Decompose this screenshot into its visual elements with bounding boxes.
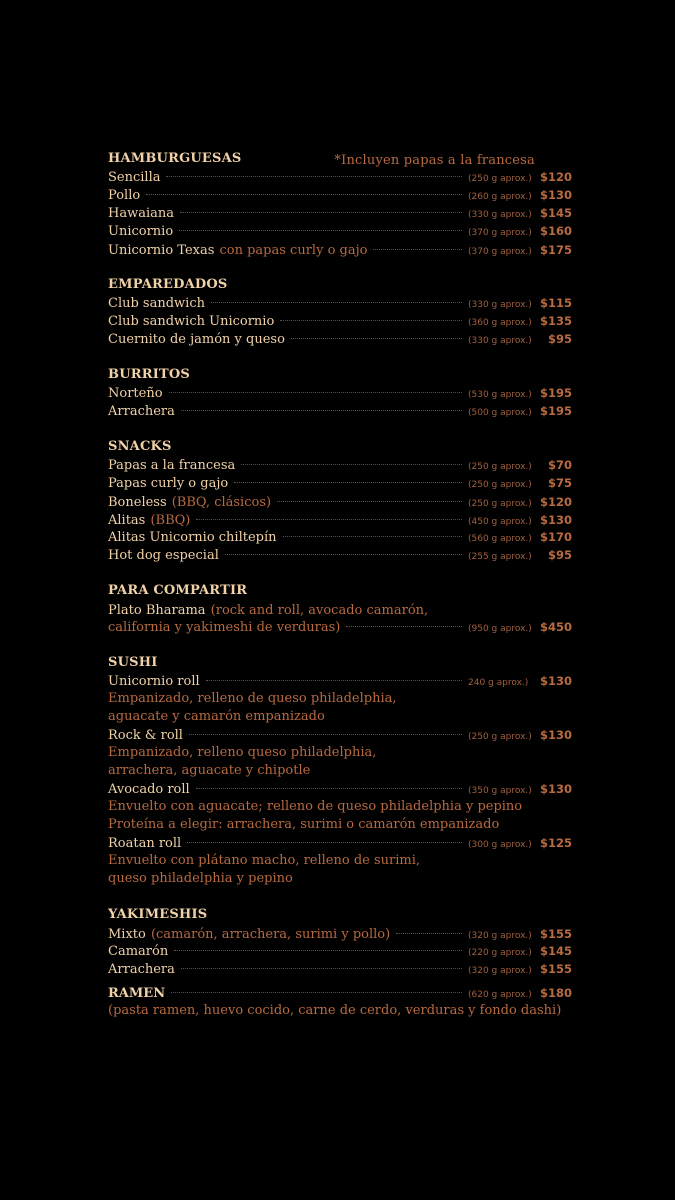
menu-item-row [108,402,572,420]
item-note: (BBQ) [150,513,191,528]
menu-item-row [108,186,572,204]
section-title: BURRITOS [108,367,190,382]
item-name: Arrachera [108,404,175,419]
dot-leader [206,680,462,681]
item-name: Plato Bharama [108,603,206,618]
item-name: Unicornio Texas [108,243,215,258]
item-price: $125 [539,836,572,850]
item-weight: (260 g aprox.) [468,192,532,202]
item-price: $75 [547,476,572,490]
item-weight: (220 g aprox.) [468,948,532,958]
menu-section [108,276,572,348]
dot-leader [179,230,462,231]
item-price: $120 [539,170,572,184]
dot-leader [373,249,462,250]
item-price: $145 [539,206,572,220]
section-heading [108,366,572,384]
item-note-continued: california y yakimeshi de verduras) [108,620,341,635]
item-price: $130 [539,188,572,202]
item-weight: (950 g aprox.) [468,624,532,634]
section-title: SNACKS [108,439,172,454]
item-price: $95 [547,548,572,562]
item-description: Envuelto con aguacate; relleno de queso philadelphia y pepino [108,799,523,814]
item-description: Proteína a elegir: arrachera, surimi o camarón empanizado [108,817,500,832]
menu-item-row [108,528,572,546]
item-price: $130 [539,513,572,527]
item-price: $160 [539,224,572,238]
item-name: Hawaiana [108,206,174,221]
item-price: $130 [539,674,572,688]
item-weight: (255 g aprox.) [468,552,532,562]
menu-item-row [108,384,572,402]
item-price: $195 [539,404,572,418]
menu-item-row [108,240,572,258]
item-name: Arrachera [108,962,175,977]
item-name: Alitas Unicornio chiltepín [108,530,277,545]
item-name: Unicornio [108,224,174,239]
menu-item-row [108,672,572,690]
section-title: PARA COMPARTIR [108,583,248,598]
dot-leader [196,519,462,520]
item-name: Camarón [108,944,169,959]
item-description: Envuelto con plátano macho, relleno de surimi, [108,853,421,868]
menu-section-ramen [108,984,572,1020]
item-name: Roatan roll [108,836,182,851]
section-heading [108,582,572,600]
dot-leader [196,788,462,789]
item-weight: (250 g aprox.) [468,462,532,472]
item-name: Boneless [108,495,167,510]
item-description: Empanizado, relleno de queso philadelphia, [108,691,397,706]
item-description: aguacate y camarón empanizado [108,709,325,724]
section-heading [108,654,572,672]
dot-leader [291,338,462,339]
menu-item-row [108,294,572,312]
menu-item-row [108,510,572,528]
item-note: con papas curly o gajo [219,243,368,258]
item-weight: (250 g aprox.) [468,732,532,742]
item-name: Club sandwich [108,296,205,311]
menu-section [108,906,572,978]
menu-item-row [108,600,572,618]
item-weight: (370 g aprox.) [468,247,532,257]
item-weight: (620 g aprox.) [468,990,532,1000]
item-name: Avocado roll [108,782,190,797]
section-heading [108,276,572,294]
dot-leader [280,320,462,321]
item-weight: (370 g aprox.) [468,228,532,238]
menu-item-row [108,222,572,240]
item-name: Papas curly o gajo [108,476,229,491]
dot-leader [396,933,462,934]
section-title: RAMEN [108,986,166,1001]
dot-leader [234,482,462,483]
item-name: Cuernito de jamón y queso [108,332,285,347]
section-note: *Incluyen papas a la francesa [334,153,535,168]
item-weight: (500 g aprox.) [468,408,532,418]
dot-leader [166,176,462,177]
menu-section [108,366,572,420]
dot-leader [241,464,462,465]
dot-leader [174,950,462,951]
menu-section [108,582,572,636]
dot-leader [181,968,462,969]
item-price: $130 [539,728,572,742]
item-price: $450 [539,620,572,634]
item-name: Mixto [108,927,146,942]
section-heading [108,438,572,456]
dot-leader [181,410,462,411]
menu-item-row [108,942,572,960]
dot-leader [169,392,462,393]
item-weight: (330 g aprox.) [468,210,532,220]
item-weight: (330 g aprox.) [468,336,532,346]
dot-leader [277,501,462,502]
item-weight: (360 g aprox.) [468,318,532,328]
dot-leader [283,536,462,537]
item-weight: (450 g aprox.) [468,517,532,527]
item-price: $95 [547,332,572,346]
item-price: $155 [539,962,572,976]
dot-leader [225,554,462,555]
item-name: Pollo [108,188,141,203]
menu-item-row [108,474,572,492]
item-description: queso philadelphia y pepino [108,871,293,886]
item-note: (rock and roll, avocado camarón, [210,603,429,618]
item-weight: (530 g aprox.) [468,390,532,400]
item-note: (BBQ, clásicos) [171,495,272,510]
dot-leader [346,626,462,627]
dot-leader [180,212,462,213]
menu-item-row [108,456,572,474]
item-name: Unicornio roll [108,674,200,689]
menu-item-row [108,492,572,510]
section-title: EMPAREDADOS [108,277,228,292]
dot-leader [187,842,462,843]
item-name: Hot dog especial [108,548,219,563]
item-price: $130 [539,782,572,796]
menu-item-row [108,312,572,330]
item-weight: (250 g aprox.) [468,480,532,490]
item-weight: (330 g aprox.) [468,300,532,310]
menu-section [108,150,572,258]
menu-item-row [108,924,572,942]
item-price: $115 [539,296,572,310]
menu-item-row [108,984,572,1002]
menu-section [108,654,572,888]
menu-item-row [108,330,572,348]
item-name: Alitas [108,513,146,528]
section-heading [108,906,572,924]
item-weight: (350 g aprox.) [468,786,532,796]
item-price: $145 [539,944,572,958]
section-heading [108,150,572,168]
dot-leader [146,194,462,195]
item-name: Club sandwich Unicornio [108,314,275,329]
item-price: $155 [539,927,572,941]
item-price: $175 [539,243,572,257]
section-title: YAKIMESHIS [108,907,208,922]
item-price: $135 [539,314,572,328]
dot-leader [189,734,462,735]
menu-item-row [108,546,572,564]
item-weight: (320 g aprox.) [468,931,532,941]
menu-section [108,438,572,564]
menu-item-row [108,618,572,636]
item-description: (pasta ramen, huevo cocido, carne de cerdo, verduras y fondo dashi) [108,1003,562,1018]
dot-leader [171,992,462,993]
dot-leader [211,302,462,303]
item-price: $120 [539,495,572,509]
menu-item-row [108,726,572,744]
item-price: $195 [539,386,572,400]
menu [108,150,572,1038]
item-name: Rock & roll [108,728,183,743]
menu-item-row [108,960,572,978]
item-weight: (250 g aprox.) [468,174,532,184]
item-name: Papas a la francesa [108,458,236,473]
item-description: arrachera, aguacate y chipotle [108,763,311,778]
item-price: $70 [547,458,572,472]
menu-item-row [108,834,572,852]
item-weight: (300 g aprox.) [468,840,532,850]
item-price: $170 [539,530,572,544]
item-weight: 240 g aprox.) [468,678,529,688]
menu-item-row [108,204,572,222]
item-weight: (560 g aprox.) [468,534,532,544]
item-price: $180 [539,986,572,1000]
section-title: SUSHI [108,655,158,670]
item-name: Sencilla [108,170,161,185]
item-note: (camarón, arrachera, surimi y pollo) [150,927,391,942]
item-weight: (320 g aprox.) [468,966,532,976]
item-name: Norteño [108,386,163,401]
item-description: Empanizado, relleno queso philadelphia, [108,745,377,760]
menu-item-row [108,168,572,186]
section-title: HAMBURGUESAS [108,151,242,166]
menu-item-row [108,780,572,798]
item-weight: (250 g aprox.) [468,499,532,509]
